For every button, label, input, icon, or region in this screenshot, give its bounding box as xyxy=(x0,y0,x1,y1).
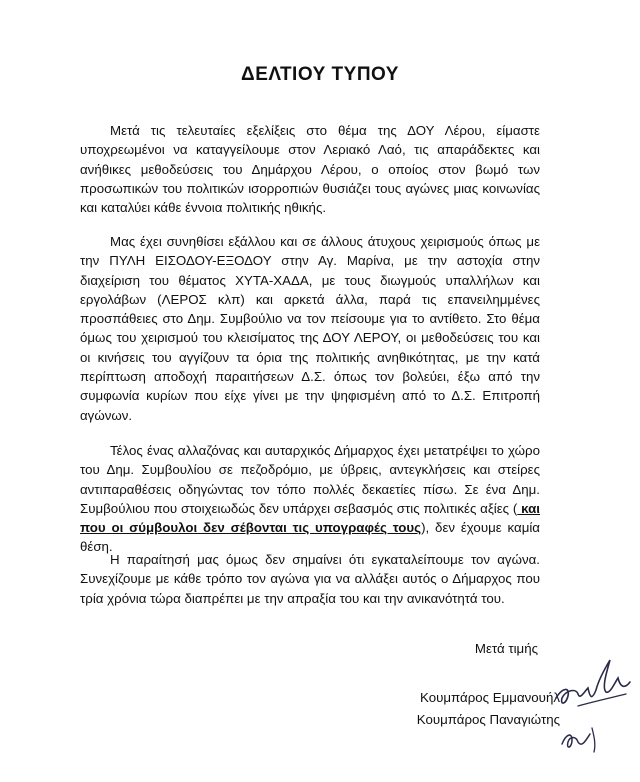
paragraph-2: Μας έχει συνηθίσει εξάλλου και σε άλλους άτυχους χειρισμούς όπως με την ΠΥΛΗ ΕΙΣΟΔΟΥ-ΕΞΟΔΟΥ στην Αγ. Μαρίνα, με την αστοχία στην διαχείριση του θέματος ΧΥΤΑ-ΧΑΔΑ, με τους διωγμούς υπαλλήλων και εργολάβων (ΛΕΡΟΣ κλπ) και αρκετά άλλα, παρά τις επανειλημμένες προσπάθειες στο Δημ. Συμβούλιο να τον πείσουμε για το αντίθετο. Στο θέμα όμως του χειρισμού του κλεισίματος της ΔΟΥ ΛΕΡΟΥ, οι μεθοδεύσεις του και οι κινήσεις του αγγίζουν τα όρια της πολιτικής ανηθικότητας, με την κατά περίπτωση αποδοχή παραιτήσεων Δ.Σ. όπως τον βολεύει, έξω από την συμφωνία κυρίων που είχε γίνει με την ψηφισμένη από το Δ.Σ. Επιτροπή αγώνων. xyxy=(80,234,540,423)
signatory-2: Κουμπάρος Παναγιώτης xyxy=(416,712,560,727)
closing-salutation: Μετά τιμής xyxy=(474,641,538,656)
signature-stroke-4 xyxy=(592,728,595,752)
signatory-1: Κουμπάρος Εμμανουήλ xyxy=(419,690,560,705)
signature-stroke-2 xyxy=(578,694,626,706)
document-title: ΔΕΛΤΙΟΥ ΤΥΠΟΥ xyxy=(241,64,399,85)
paragraph-3-text-end: ), δεν έχουμε καμία θέση. xyxy=(80,520,540,555)
paragraph-4: Η παραίτησή μας όμως δεν σημαίνει ότι εγκαταλείπουμε τον αγώνα. Συνεχίζουμε με κάθε τρόπο τον αγώνα για να αλλάξει αυτός ο Δήμαρχος που τρία χρόνια τώρα διαπρέπει με την απραξία του και την ανικανότητά του. xyxy=(80,552,540,606)
signature-stroke-1 xyxy=(556,660,630,703)
paragraph-3-emphasis: και που οι σύμβουλοι δεν σέβονται τις υπογραφές τους xyxy=(80,500,540,536)
paragraph-3-text-start: Τέλος ένας αλλαζόνας και αυταρχικός Δήμαρχος έχει μετατρέψει το χώρο του Δημ. Συμβουλίου σε πεζοδρόμιο, με ύβρεις, αντεγκλήσεις και στείρες αντιπαραθέσεις οδηγώντας τον τόπο πολλές δεκαετίες πίσω. Σε ένα Δημ. Συμβούλιου που στοιχειωδώς δεν υπάρχει σεβασμός στις πολιτικές αξίες ( xyxy=(80,443,540,516)
paragraph-3 xyxy=(80,441,540,557)
signature-stroke-3 xyxy=(562,734,590,747)
paragraph-1: Μετά τις τελευταίες εξελίξεις στο θέμα της ΔΟΥ Λέρου, είμαστε υποχρεωμένοι να καταγγείλουμε στον Λεριακό Λαό, τις απαράδεκτες και ανήθικες μεθοδεύσεις του Δημάρχου Λέρου, ο οποίος στον βωμό των προσωπικών του πολιτικών ισορροπιών θυσιάζει τους αγώνες μιας κοινωνίας και καταλύει κάθε έννοια πολιτικής ηθικής. xyxy=(80,123,540,216)
handwritten-signature xyxy=(548,648,638,760)
